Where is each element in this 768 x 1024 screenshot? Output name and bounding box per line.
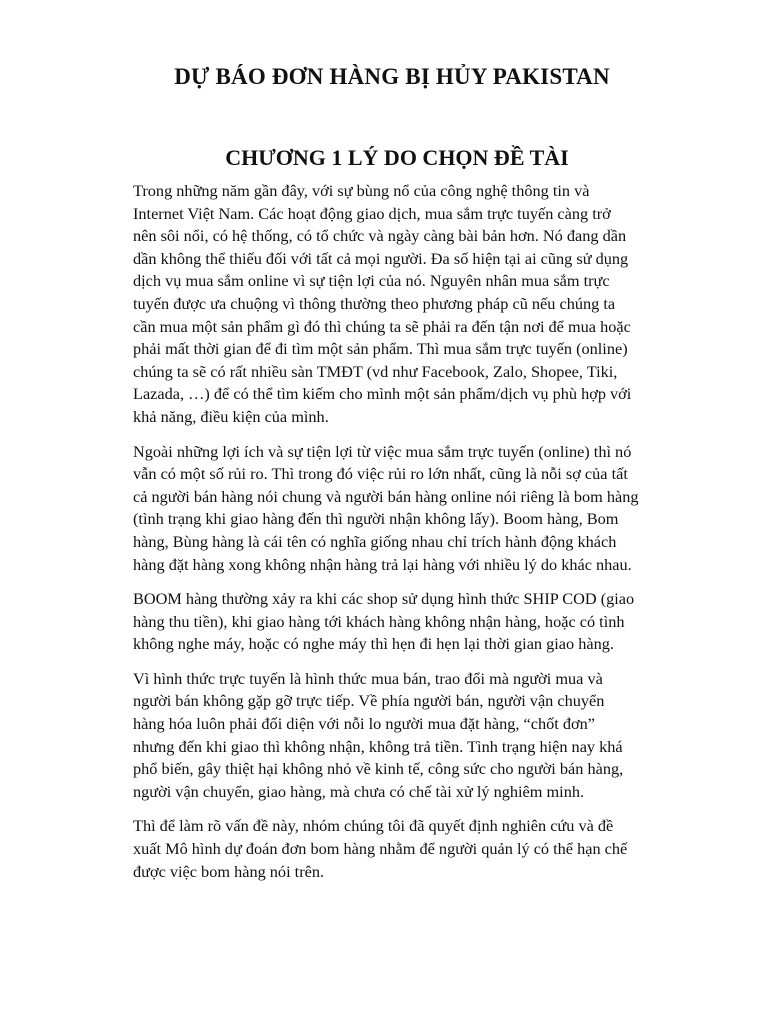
text-line: người vận chuyển, giao hàng, mà chưa có chế tài xử lý nghiêm minh. — [133, 781, 585, 801]
text-line: Trong những năm gần đây, với sự bùng nổ của công nghệ thông tin và — [133, 181, 590, 200]
paragraph — [133, 441, 695, 577]
text-line: khả năng, điều kiện của mình. — [133, 406, 329, 426]
chapter-title: LÝ DO CHỌN ĐỀ TÀI — [347, 145, 569, 170]
text-line: Vì hình thức trực tuyến là hình thức mua bán, trao đổi mà người mua và — [133, 668, 603, 688]
text-line: hàng hóa luôn phải đối diện với nỗi lo người mua đặt hàng, “chốt đơn” — [133, 714, 595, 734]
text-line: hàng, Bùng hàng là cái tên có nghĩa giống nhau chỉ trích hành động khách — [133, 531, 617, 551]
text-line: dần không thể thiếu đối với tất cả mọi người. Đa số hiện tại ai cũng sử dụng — [133, 248, 629, 268]
document-title: DỰ BÁO ĐƠN HÀNG BỊ HỦY PAKISTAN — [174, 64, 610, 89]
paragraph — [133, 588, 695, 656]
text-line: xuất Mô hình dự đoán đơn bom hàng nhằm để người quản lý có thể hạn chế — [133, 839, 628, 859]
text-line: không nghe máy, hoặc có nghe máy thì hẹn đi hẹn lại thời gian giao hàng. — [133, 634, 614, 654]
text-line: phải mất thời gian để đi tìm một sản phẩm. Thì mua sắm trực tuyến (online) — [133, 339, 628, 359]
text-line: Thì để làm rõ vấn đề này, nhóm chúng tôi đã quyết định nghiên cứu và đề — [133, 816, 614, 836]
text-line: được việc bom hàng nói trên. — [133, 861, 325, 881]
chapter-heading — [0, 145, 768, 171]
paragraph — [133, 815, 695, 883]
text-line: nhưng đến khi giao thì không nhận, không trả tiền. Tình trạng hiện nay khá — [133, 736, 623, 756]
text-line: cả người bán hàng nói chung và người bán hàng online nói riêng là bom hàng — [133, 486, 639, 506]
text-line: hàng đặt hàng xong không nhận hàng trả lại hàng với nhiều lý do khác nhau. — [133, 554, 632, 574]
text-line: dịch vụ mua sắm online vì sự tiện lợi của nó. Nguyên nhân mua sắm trực — [133, 271, 610, 291]
document-body — [133, 180, 695, 895]
text-line: BOOM hàng thường xảy ra khi các shop sử dụng hình thức SHIP COD (giao — [133, 589, 635, 609]
text-line: cần mua một sản phẩm gì đó thì chúng ta sẽ phải ra đến tận nơi để mua hoặc — [133, 316, 631, 336]
chapter-number: CHƯƠNG 1 — [225, 145, 343, 170]
text-line: người bán không gặp gỡ trực tiếp. Về phía người bán, người vận chuyển — [133, 691, 605, 711]
text-line: phổ biến, gây thiệt hại không nhỏ về kinh tế, công sức cho người bán hàng, — [133, 759, 624, 779]
text-line: chúng ta sẽ có rất nhiều sàn TMĐT (vd như Facebook, Zalo, Shopee, Tiki, — [133, 361, 618, 381]
text-line: hàng thu tiền), khi giao hàng tới khách hàng không nhận hàng, hoặc có tình — [133, 611, 625, 631]
text-line: (tình trạng khi giao hàng đến thì người nhận không lấy). Boom hàng, Bom — [133, 509, 619, 529]
paragraph — [133, 180, 695, 429]
text-line: Ngoài những lợi ích và sự tiện lợi từ việc mua sắm trực tuyến (online) thì nó — [133, 441, 632, 461]
text-line: vẫn có một số rủi ro. Thì trong đó việc rủi ro lớn nhất, cũng là nỗi sợ của tất — [133, 464, 628, 484]
text-line: nên sôi nổi, có hệ thống, có tổ chức và ngày càng bài bản hơn. Nó đang dần — [133, 226, 627, 246]
text-line: Lazada, …) để có thể tìm kiếm cho mình một sản phẩm/dịch vụ phù hợp với — [133, 384, 632, 404]
text-line: tuyến được ưa chuộng vì thông thường theo phương pháp cũ nếu chúng ta — [133, 293, 616, 313]
paragraph — [133, 668, 695, 804]
text-line: Internet Việt Nam. Các hoạt động giao dịch, mua sắm trực tuyến càng trở — [133, 203, 611, 223]
